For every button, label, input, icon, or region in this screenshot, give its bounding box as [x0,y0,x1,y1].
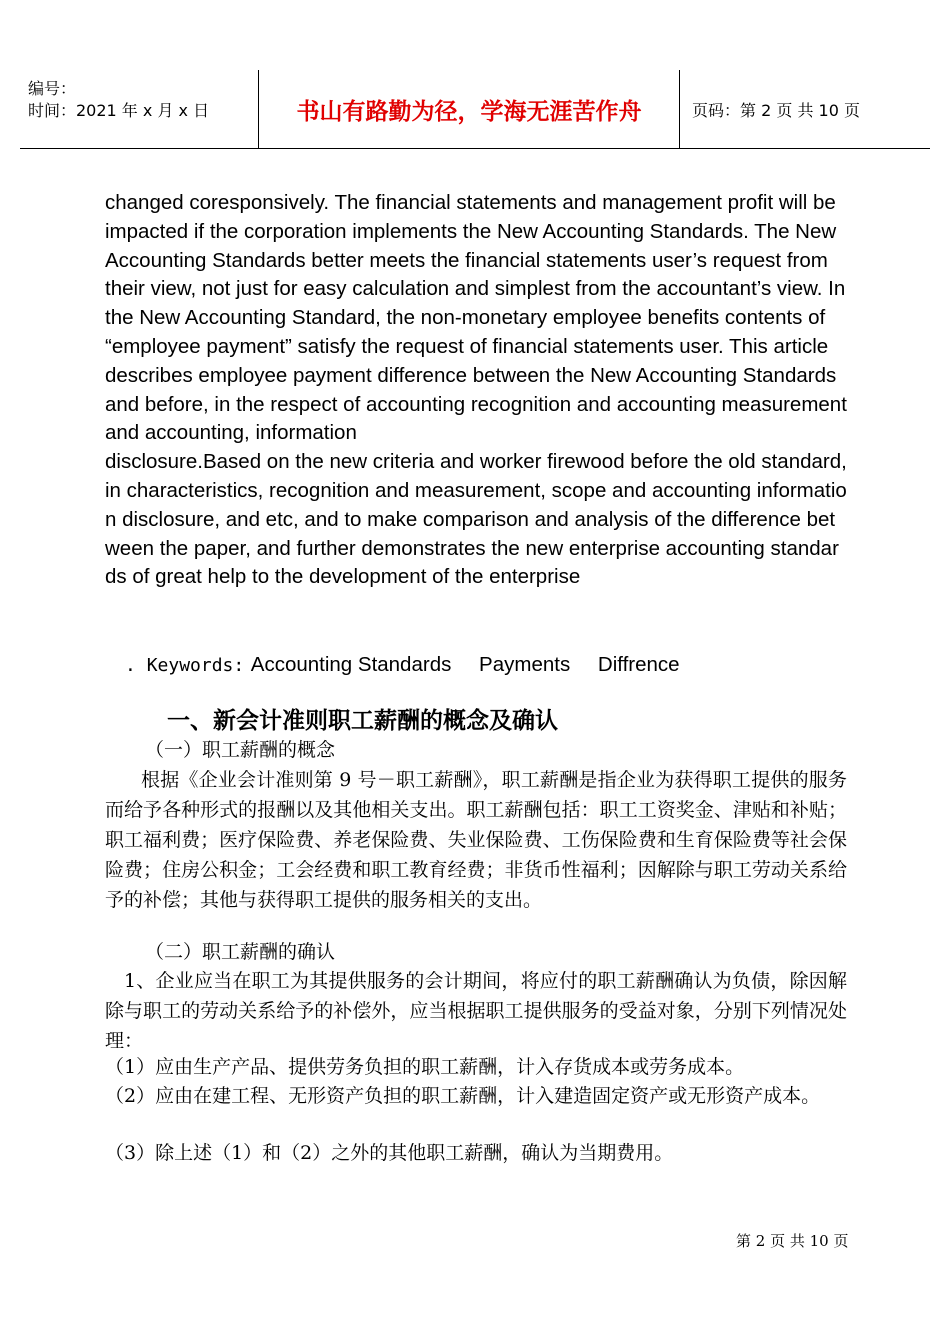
keywords-line [125,649,702,681]
recognition-paragraph: 1、企业应当在职工为其提供服务的会计期间，将应付的职工薪酬确认为负债，除因解除与职工的劳动关系给予的补偿外，应当根据职工提供服务的受益对象，分别下列情况处理： [105,970,847,1052]
english-abstract [105,189,847,592]
header-motto: 书山有路勤为径，学海无涯苦作舟 [258,70,680,148]
keyword-term: Payments [479,653,571,676]
header-meta [28,78,278,122]
recognition-item-3: （3）除上述（1）和（2）之外的其他职工薪酬，确认为当期费用。 [105,1142,674,1164]
section-title: 一、新会计准则职工薪酬的概念及确认 [167,708,558,734]
code-label: 编号： [28,79,77,98]
concept-paragraph: 根据《企业会计准则第 9 号－职工薪酬》，职工薪酬是指企业为获得职工提供的服务而给予各种形式的报酬以及其他相关支出。职工薪酬包括：职工工资奖金、津贴和补贴；职工福利费；医疗保险费、养老保险费、失业保险费、工伤保险费和生育保险费等社会保险费；住房公积金；工会经费和职工教育经费；非货币性福利；因解除与职工劳动关系给予的补偿；其他与获得职工提供的服务相关的支出。 [105,769,847,911]
recognition-item-2: （2）应由在建工程、无形资产负担的职工薪酬，计入建造固定资产或无形资产成本。 [105,1085,821,1107]
keyword-term: Accounting Standards [250,653,452,676]
page-header [20,70,930,149]
keyword-term: Diffrence [597,653,680,676]
header-page-info: 页码：第 2 页 共 10 页 [692,100,860,120]
keywords-prefix: . [125,655,147,676]
footer-page-number: 第 2 页 共 10 页 [736,1232,849,1250]
abstract-paragraph-1: changed coresponsively. The financial statements and management profit will be impacted if the corporation implements the New Accounting Standards. The New Accounting Standards better meets the financial statements user’s request from their view, not just for easy calculation and simplest from the accountant’s view. In the New Accounting Standard, the non-monetary employee benefits contents of “employee payment” satisfy the request of financial statements user. This article describes employee payment difference between the New Accounting Standards and before, in the respect of accounting recognition and accounting measurement and accounting, information [105,191,847,445]
keywords-terms [251,653,702,676]
subsection-title-1: （一）职工薪酬的概念 [145,739,336,761]
keywords-label: Keywords: [146,655,245,676]
subsection-title-2: （二）职工薪酬的确认 [145,941,336,963]
abstract-paragraph-2: disclosure.Based on the new criteria and worker firewood before the old standard, in characteristics, recognition and measurement, scope and accounting information disclosure, and etc, and to make comparison and analysis of the difference between the paper, and further demonstrates the new enterprise accounting standards of great help to the development of the enterprise [105,450,847,589]
recognition-item-1: （1）应由生产产品、提供劳务负担的职工薪酬，计入存货成本或劳务成本。 [105,1056,745,1078]
time-label: 时间：2021 年 x 月 x 日 [28,101,210,120]
